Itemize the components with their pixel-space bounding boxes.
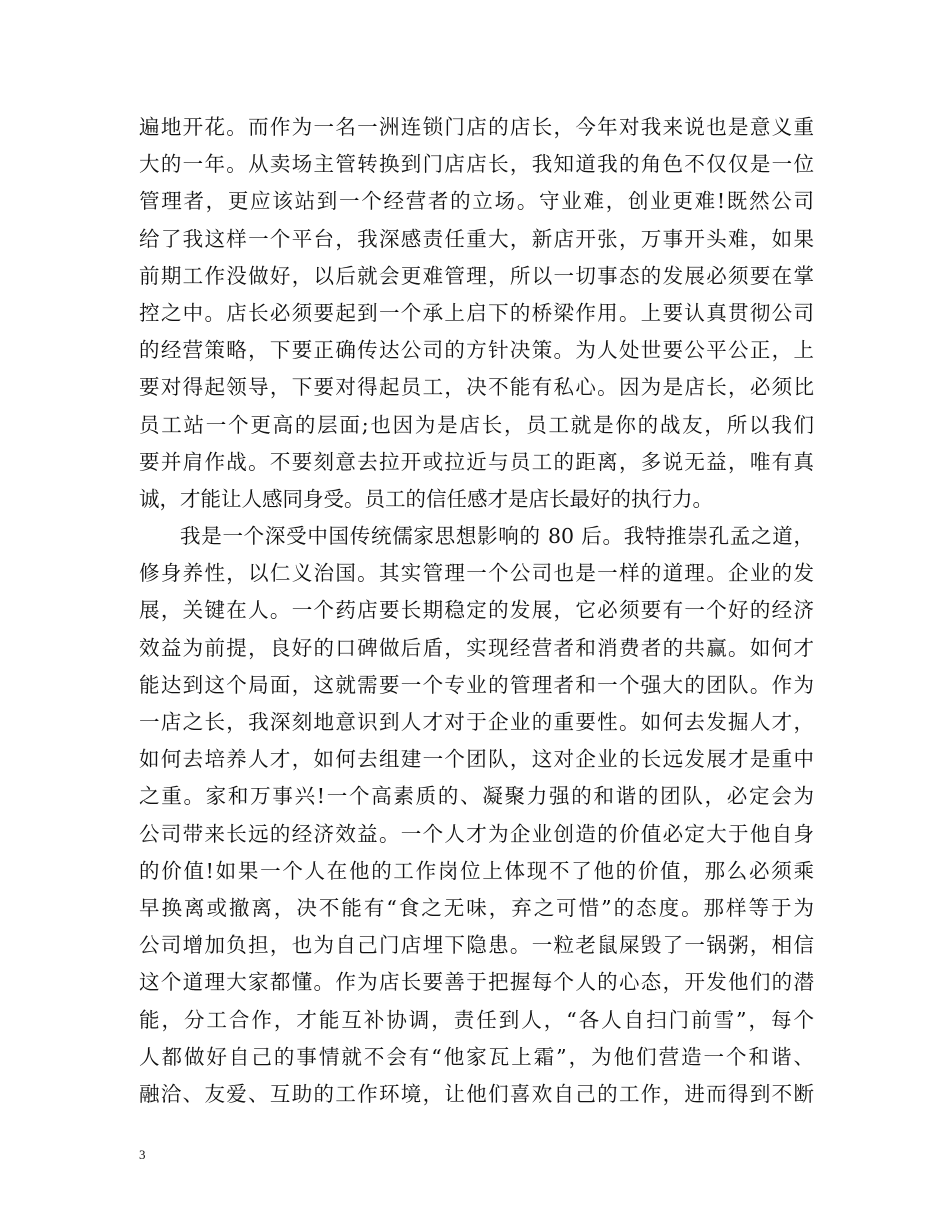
- paragraph-2-line-16: 融洽、友爱、互助的工作环境，让他们喜欢自己的工作，进而得到不断: [139, 1081, 814, 1106]
- paragraph-1-line-5: 前期工作没做好，以后就会更难管理，所以一切事态的发展必须要在掌: [139, 263, 814, 288]
- paragraph-2-line-4: 效益为前提，良好的口碑做后盾，实现经营者和消费者的共赢。如何才: [139, 635, 814, 660]
- paragraph-2-line-14: 能，分工合作，才能互补协调，责任到人，“各人自扫门前雪”，每个: [139, 1007, 814, 1032]
- paragraph-1-line-10: 要并肩作战。不要刻意去拉开或拉近与员工的距离，多说无益，唯有真: [139, 449, 814, 474]
- paragraph-1-line-2: 大的一年。从卖场主管转换到门店店长，我知道我的角色不仅仅是一位: [139, 152, 814, 177]
- paragraph-2-line-1: 我是一个深受中国传统儒家思想影响的 80 后。我特推崇孔孟之道，: [180, 524, 814, 549]
- paragraph-1-line-8: 要对得起领导，下要对得起员工，决不能有私心。因为是店长，必须比: [139, 375, 814, 400]
- paragraph-1-line-6: 控之中。店长必须要起到一个承上启下的桥梁作用。上要认真贯彻公司: [139, 300, 814, 325]
- paragraph-2-line-15: 人都做好自己的事情就不会有“他家瓦上霜”，为他们营造一个和谐、: [139, 1044, 814, 1069]
- paragraph-2-line-11: 早换离或撤离，决不能有“食之无味，弃之可惜”的态度。那样等于为: [139, 895, 814, 920]
- paragraph-1-line-4: 给了我这样一个平台，我深感责任重大，新店开张，万事开头难，如果: [139, 226, 814, 251]
- paragraph-1-line-9: 员工站一个更高的层面;也因为是店长，员工就是你的战友，所以我们: [139, 412, 814, 437]
- body-text: [139, 109, 814, 1113]
- paragraph-2-line-10: 的价值!如果一个人在他的工作岗位上体现不了他的价值，那么必须乘: [139, 858, 814, 883]
- page-number: 3: [139, 1147, 146, 1162]
- paragraph-1-line-3: 管理者，更应该站到一个经营者的立场。守业难，创业更难!既然公司: [139, 189, 814, 214]
- paragraph-2-line-5: 能达到这个局面，这就需要一个专业的管理者和一个强大的团队。作为: [139, 672, 814, 697]
- paragraph-2-line-7: 如何去培养人才，如何去组建一个团队，这对企业的长远发展才是重中: [139, 747, 814, 772]
- paragraph-1-line-7: 的经营策略，下要正确传达公司的方针决策。为人处世要公平公正，上: [139, 338, 814, 363]
- paragraph-1-line-1: 遍地开花。而作为一名一洲连锁门店的店长，今年对我来说也是意义重: [139, 115, 814, 139]
- paragraph-2-line-8: 之重。家和万事兴!一个高素质的、凝聚力强的和谐的团队，必定会为: [139, 784, 814, 809]
- paragraph-1-line-11: 诚，才能让人感同身受。员工的信任感才是店长最好的执行力。: [139, 486, 713, 511]
- paragraph-2-line-13: 这个道理大家都懂。作为店长要善于把握每个人的心态，开发他们的潜: [139, 970, 814, 995]
- paragraph-2-line-9: 公司带来长远的经济效益。一个人才为企业创造的价值必定大于他自身: [139, 821, 814, 846]
- paragraph-2-line-6: 一店之长，我深刻地意识到人才对于企业的重要性。如何去发掘人才，: [139, 710, 814, 734]
- paragraph-2-line-2: 修身养性，以仁义治国。其实管理一个公司也是一样的道理。企业的发: [139, 561, 814, 586]
- paragraph-2-line-12: 公司增加负担，也为自己门店埋下隐患。一粒老鼠屎毁了一锅粥，相信: [139, 933, 814, 958]
- paragraph-2-line-3: 展，关键在人。一个药店要长期稳定的发展，它必须要有一个好的经济: [139, 598, 814, 623]
